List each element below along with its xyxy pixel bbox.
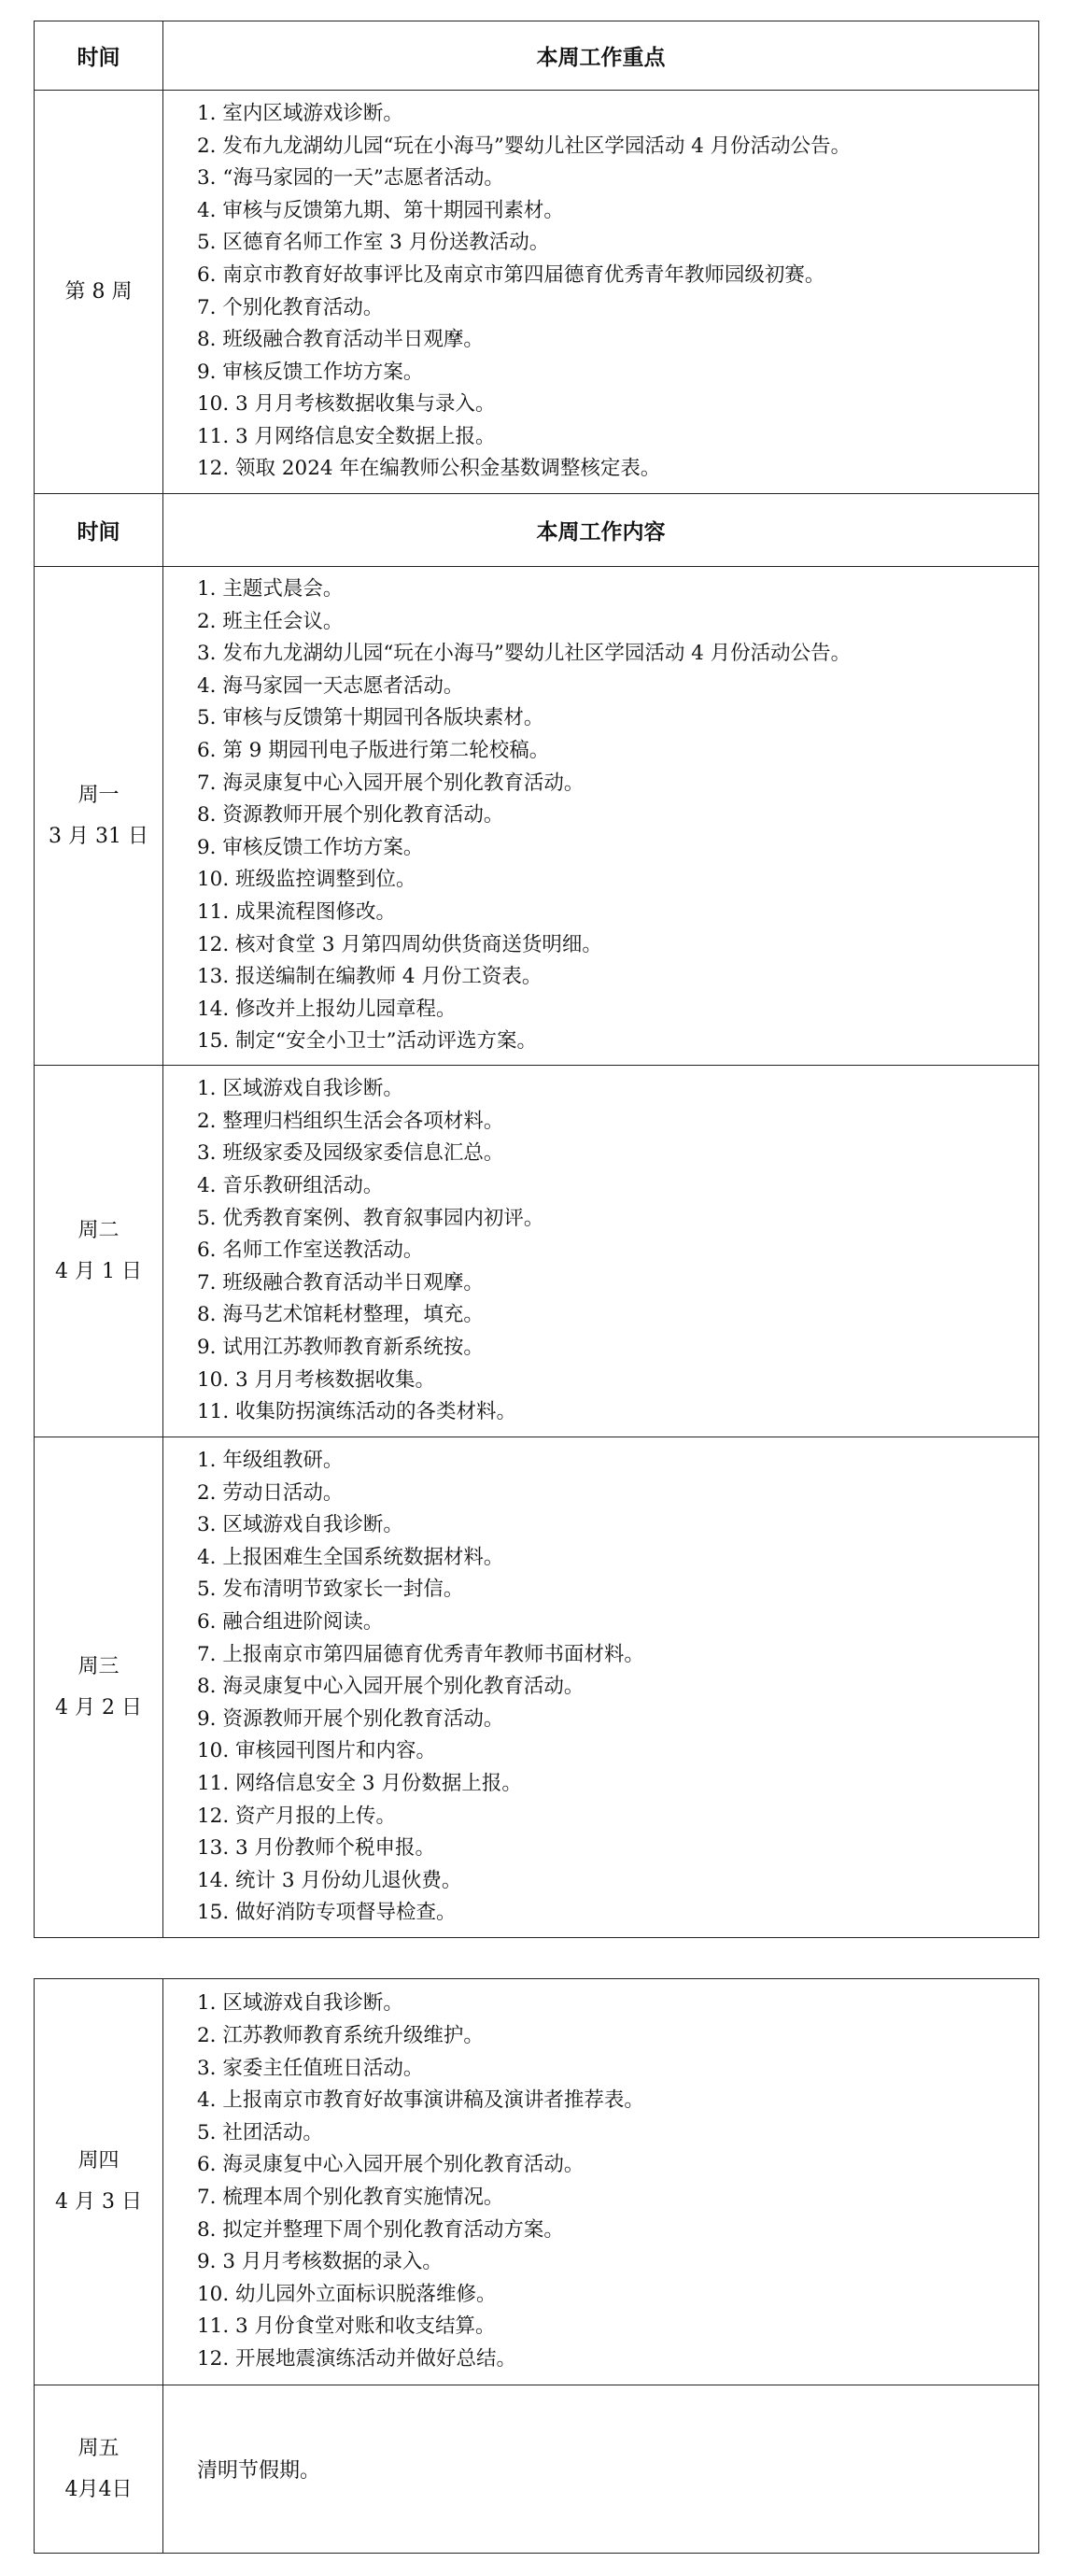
focus-row — [35, 91, 1039, 494]
list-item: 6. 海灵康复中心入园开展个别化教育活动。 — [197, 2153, 585, 2177]
list-item: 9. 试用江苏教师教育新系统按。 — [197, 1335, 484, 1359]
list-item: 12. 领取 2024 年在编教师公积金基数调整核定表。 — [197, 457, 661, 481]
list-item: 2. 整理归档组织生活会各项材料。 — [197, 1109, 504, 1133]
weekday: 周三 — [78, 1654, 120, 1678]
list-item: 8. 资源教师开展个别化教育活动。 — [197, 803, 504, 828]
list-item: 5. 优秀教育案例、教育叙事园内初评。 — [197, 1206, 544, 1230]
list-item: 15. 制定“安全小卫士”活动评选方案。 — [197, 1029, 538, 1054]
date: 4 月 1 日 — [55, 1259, 142, 1283]
list-item: 15. 做好消防专项督导检查。 — [197, 1901, 457, 1925]
list-item: 6. 南京市教育好故事评比及南京市第四届德育优秀青年教师园级初赛。 — [197, 262, 825, 287]
list-item: 7. 海灵康复中心入园开展个别化教育活动。 — [197, 771, 585, 795]
day-items — [163, 2385, 1039, 2554]
weekly-schedule-table-part2 — [34, 1978, 1039, 2554]
list-item: 3. 家委主任值班日活动。 — [197, 2056, 424, 2080]
list-item: 10. 审核园刊图片和内容。 — [197, 1739, 437, 1763]
day-items — [163, 1979, 1039, 2385]
day-label — [35, 567, 163, 1066]
list-item: 11. 3 月份食堂对账和收支结算。 — [197, 2314, 496, 2339]
day-row-tuesday — [35, 1066, 1039, 1437]
list-item: 2. 劳动日活动。 — [197, 1480, 344, 1505]
list-item: 5. 发布清明节致家长一封信。 — [197, 1578, 464, 1602]
date: 4月4日 — [64, 2477, 133, 2501]
list-item: 4. 音乐教研组活动。 — [197, 1174, 384, 1198]
list-item: 清明节假期。 — [197, 2459, 321, 2483]
list-item: 3. 班级家委及园级家委信息汇总。 — [197, 1141, 504, 1166]
content-header-title: 本周工作内容 — [163, 494, 1039, 567]
focus-header-title: 本周工作重点 — [163, 21, 1039, 91]
list-item: 1. 室内区域游戏诊断。 — [197, 101, 403, 125]
list-item: 11. 网络信息安全 3 月份数据上报。 — [197, 1771, 522, 1795]
list-item: 5. 社团活动。 — [197, 2120, 323, 2144]
day-row-wednesday — [35, 1437, 1039, 1938]
list-item: 11. 成果流程图修改。 — [197, 899, 397, 924]
week-label — [35, 91, 163, 494]
day-label — [35, 1437, 163, 1938]
list-item: 6. 名师工作室送教活动。 — [197, 1238, 424, 1263]
list-item: 7. 个别化教育活动。 — [197, 295, 384, 319]
list-item: 7. 梳理本周个别化教育实施情况。 — [197, 2186, 504, 2209]
list-item: 12. 开展地震演练活动并做好总结。 — [197, 2346, 517, 2371]
day-row-monday — [35, 567, 1039, 1066]
day-items — [163, 567, 1039, 1066]
list-item: 4. 上报南京市教育好故事演讲稿及演讲者推荐表。 — [197, 2088, 644, 2113]
list-item: 10. 班级监控调整到位。 — [197, 868, 416, 892]
list-item: 5. 区德育名师工作室 3 月份送教活动。 — [197, 231, 550, 255]
focus-items — [163, 91, 1039, 494]
list-item: 14. 统计 3 月份幼儿退伙费。 — [197, 1868, 462, 1892]
list-item: 10. 3 月月考核数据收集与录入。 — [197, 392, 496, 417]
list-item: 8. 拟定并整理下周个别化教育活动方案。 — [197, 2217, 564, 2242]
list-item: 1. 主题式晨会。 — [197, 577, 344, 602]
list-item: 8. 班级融合教育活动半日观摩。 — [197, 328, 484, 352]
list-item: 10. 3 月月考核数据收集。 — [197, 1367, 436, 1392]
content-header-time: 时间 — [35, 494, 163, 567]
list-item: 2. 江苏教师教育系统升级维护。 — [197, 2024, 484, 2048]
list-item: 3. 发布九龙湖幼儿园“玩在小海马”婴幼儿社区学园活动 4 月份活动公告。 — [197, 642, 852, 666]
focus-header-row — [35, 21, 1039, 91]
day-label — [35, 1979, 163, 2385]
list-item: 11. 收集防拐演练活动的各类材料。 — [197, 1400, 517, 1424]
list-item: 14. 修改并上报幼儿园章程。 — [197, 997, 457, 1021]
date: 4 月 2 日 — [55, 1695, 142, 1720]
list-item: 12. 资产月报的上传。 — [197, 1804, 397, 1828]
list-item: 13. 报送编制在编教师 4 月份工资表。 — [197, 965, 543, 989]
date: 3 月 31 日 — [49, 824, 148, 848]
date: 4 月 3 日 — [55, 2190, 142, 2214]
list-item: 1. 区域游戏自我诊断。 — [197, 1077, 403, 1101]
day-row-friday — [35, 2385, 1039, 2554]
weekly-schedule-table-part1 — [34, 21, 1039, 1938]
list-item: 1. 年级组教研。 — [197, 1449, 344, 1473]
list-item: 9. 资源教师开展个别化教育活动。 — [197, 1706, 504, 1731]
list-item: 13. 3 月份教师个税申报。 — [197, 1836, 436, 1861]
list-item: 1. 区域游戏自我诊断。 — [197, 1991, 403, 2016]
list-item: 8. 海灵康复中心入园开展个别化教育活动。 — [197, 1675, 585, 1699]
focus-header-time: 时间 — [35, 21, 163, 91]
day-items — [163, 1437, 1039, 1938]
list-item: 4. 上报困难生全国系统数据材料。 — [197, 1545, 504, 1569]
list-item: 3. “海马家园的一天”志愿者活动。 — [197, 166, 504, 191]
list-item: 4. 审核与反馈第九期、第十期园刊素材。 — [197, 198, 564, 222]
list-item: 3. 区域游戏自我诊断。 — [197, 1513, 403, 1537]
list-item: 9. 3 月月考核数据的录入。 — [197, 2250, 443, 2274]
list-item: 7. 上报南京市第四届德育优秀青年教师书面材料。 — [197, 1642, 644, 1666]
list-item: 12. 核对食堂 3 月第四周幼供货商送货明细。 — [197, 932, 602, 956]
list-item: 6. 融合组进阶阅读。 — [197, 1610, 384, 1635]
list-item: 4. 海马家园一天志愿者活动。 — [197, 673, 464, 698]
weekday: 周五 — [78, 2436, 120, 2460]
weekday: 周二 — [78, 1218, 120, 1242]
weekday: 周一 — [78, 783, 120, 807]
list-item: 10. 幼儿园外立面标识脱落维修。 — [197, 2282, 497, 2306]
day-label — [35, 2385, 163, 2554]
list-item: 9. 审核反馈工作坊方案。 — [197, 835, 424, 859]
weekday: 周四 — [78, 2149, 120, 2173]
list-item: 9. 审核反馈工作坊方案。 — [197, 360, 424, 384]
list-item: 8. 海马艺术馆耗材整理，填充。 — [197, 1303, 484, 1327]
day-items — [163, 1066, 1039, 1437]
list-item: 2. 班主任会议。 — [197, 609, 344, 633]
week-number: 第 8 周 — [64, 279, 133, 304]
list-item: 6. 第 9 期园刊电子版进行第二轮校稿。 — [197, 739, 550, 763]
list-item: 7. 班级融合教育活动半日观摩。 — [197, 1270, 484, 1295]
content-header-row — [35, 494, 1039, 567]
list-item: 2. 发布九龙湖幼儿园“玩在小海马”婴幼儿社区学园活动 4 月份活动公告。 — [197, 134, 852, 158]
list-item: 5. 审核与反馈第十期园刊各版块素材。 — [197, 706, 544, 730]
day-label — [35, 1066, 163, 1437]
list-item: 11. 3 月网络信息安全数据上报。 — [197, 424, 496, 448]
day-row-thursday — [35, 1979, 1039, 2385]
